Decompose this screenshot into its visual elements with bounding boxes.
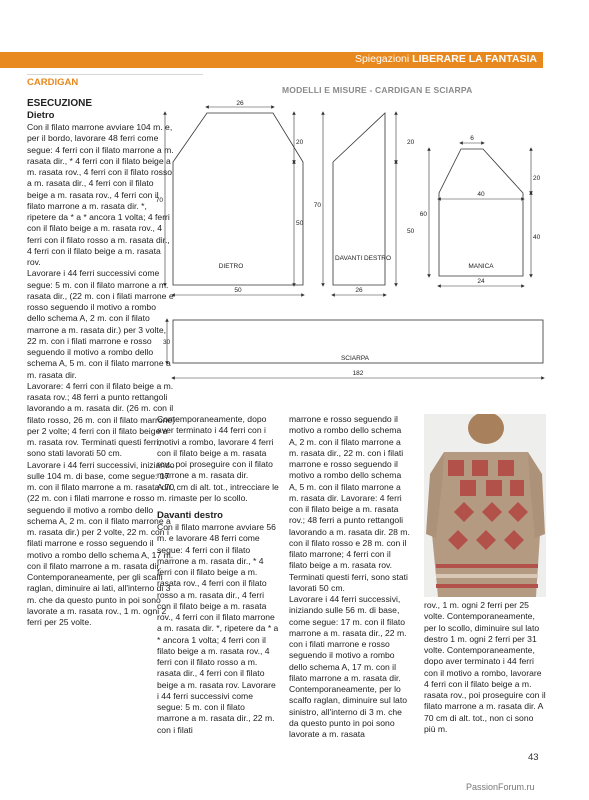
scarf-label: SCIARPA [340,355,370,362]
front-label [335,255,391,262]
back-side-label: 50 [296,220,304,227]
text-column-1 [27,98,176,628]
paragraph: Lavorare i 44 ferri successivi come segue: 5 m. con il filato marrone a m. rasata dir., (22 m. con i filati marrone e rosso seguendo il motivo a rombo dello schema A, 2 m. con il filato marrone a m. rasata dir.) per 3 volte, 22 m. con i filati marrone e rosso seguendo il motivo a rombo dello schema A, 5 m. con il filato marrone a m. rasata dir. [27,268,174,380]
sleeve-total-label: 60 [419,211,427,218]
scarf-length-label: 182 [352,370,364,377]
text-column-2 [157,414,279,736]
paragraph: Lavorare: 4 ferri con il filato beige a m. rasata rov.; 48 ferri a punto rettangoli lavorando a m. rasata dir. (26 m. con il filato rosso, 26 m. con il filato marrone) per 2 volte; 4 ferri con il filato beige a m. rasata rov. Terminati questi ferri, sono stati lavorati 50 cm. [27,380,176,459]
diagram-title: MODELLI E MISURE - CARDIGAN E SCIARPA [282,85,473,95]
subheading-back: Dietro [27,110,55,121]
paragraph: Lavorare i 44 ferri successivi, iniziando sulle 104 m. di base, come segue: 17 m. con il filato marrone a m. rasata dir., (22 m. con i filati marrone e rosso seguendo il motivo a rombo dello schema A, 2 m. con il filato marrone a m. rasata dir.) per 2 volte, 22 m. con i filati marrone e rosso seguendo il motivo a rombo dello schema A, 17 m. con il filato marrone a m. rasata dir. Contemporaneamente, per gli scalfi raglan, diminuire ai lati, all'interno di 3 m. che da questo punto in poi sono lavorate a m. rasata rov., 1 m. ogni 2 ferri per 25 volte. [27,459,176,627]
back-width-label: 50 [234,287,242,294]
front-raglan-label: 20 [407,139,415,146]
text-column-3 [289,414,410,740]
back-top-label: 26 [236,100,244,107]
text-column-4 [424,600,546,735]
back-total-label: 70 [155,197,163,204]
paragraph: rov., 1 m. ogni 2 ferri per 25 volte. Contemporaneamente, per lo scollo, diminuire sul lato destro 1 m. ogni 2 ferri per 31 volte. Contemporaneamente, dopo aver terminato i 44 ferri con il motivo a rombo, lavorare 4 ferri con il filato beige a m. rasata rov., poi proseguire con il filato marrone a m. rasata dir. A 70 cm di alt. tot., non ci sono più m. [424,600,546,734]
front-total-label: 70 [313,202,321,209]
sleeve-length-label: 40 [533,234,541,241]
front-width-label: 26 [355,287,363,294]
header-bar [0,52,543,68]
back-raglan-label: 20 [296,139,304,146]
sleeve-cuff-label: 24 [477,278,485,285]
pattern-diagram [155,96,546,390]
paragraph: Con il filato marrone avviare 104 m. e, per il bordo, lavorare 48 ferri come segue: 4 ferri con il filato marrone a m. rasata dir., * 4 ferri con il filato beige a m. rasata rov., 4 ferri con il filato rosso a m. rasata dir., 4 ferri con il filato beige a m. rasata rov., 4 ferri con il filato marrone a m. rasata dir. *, ripetere da * a * ancora 1 volta; 4 ferri con il filato beige a m. rasata rov., 4 ferri con il filato rosso a m. rasata dir., 4 ferri con il filato beige a m. rasata rov. [27,122,174,267]
photo-illustration [424,414,546,597]
paragraph: Contemporaneamente, dopo aver terminato i 44 ferri con i motivi a rombo, lavorare 4 ferri con il filato beige a m. rasata rov., poi proseguire con il filato marrone a m. rasata dir. [157,414,274,481]
paragraph: marrone e rosso seguendo il motivo a rombo dello schema A, 2 m. con il filato marrone a m. rasata dir., 22 m. con i filati marrone e rosso seguendo il motivo a rombo dello schema A, 5 m. con il filato marrone a m. rasata dir. Lavorare: 4 ferri con il filato beige a m. rasata rov.; 48 ferri a punto rettangoli lavorando a m. rasata dir. 28 m. con il filato rosso e 28 m. con il filato marrone; 4 ferri con il filato beige a m. rasata rov. Terminati questi ferri, sono stati lavorati 50 cm. [289,414,410,593]
subheading-front: Davanti destro [157,510,223,521]
sleeve-raglan-label: 20 [533,175,541,182]
back-label: DIETRO [218,263,244,270]
scarf-height-label: 30 [163,339,171,346]
header-prefix: Spiegazioni [354,53,410,65]
back-piece [173,113,303,285]
header-side [543,52,589,68]
cardigan-photo [424,414,546,597]
front-label-text: DAVANTI DESTRO [334,255,392,262]
sleeve-label: MANICA [468,263,494,270]
front-side-label: 50 [407,228,415,235]
paragraph: Lavorare i 44 ferri successivi, iniziando sulle 56 m. di base, come segue: 17 m. con il filato marrone a m. rasata dir., 22 m. con i filati marrone e rosso seguendo il motivo a rombo dello schema A, 17 m. con il filato marrone a m. rasata dir. Contemporaneamente, per lo scalfo raglan, diminuire sul lato sinistro, all'interno di 3 m. che da questo punto in poi sono lavorate a m. rasata [289,594,407,739]
page-number: 43 [528,752,539,763]
paragraph: Con il filato marrone avviare 56 m. e lavorare 48 ferri come segue: 4 ferri con il filato marrone a m. rasata dir., * 4 ferri con il filato beige a m. rasata rov., 4 ferri con il filato rosso a m. rasata dir., 4 ferri con il filato beige a m. rasata rov., 4 ferri con il filato marrone a m. rasata dir. *, ripetere da * a * ancora 1 volta; 4 ferri con il filato beige a m. rasata rov., 4 ferri con il filato rosso a m. rasata dir., 4 ferri con il filato beige a m. rasata rov. Lavorare i 44 ferri successivi come segue: 5 m. con il filato marrone a m. rasata dir., 22 m. con i filati [157,522,279,735]
sleeve-piece [439,149,523,276]
header-title: LIBERARE LA FANTASIA [412,53,537,65]
sleeve-top-label: 6 [470,135,474,142]
sleeve-upper-label: 40 [477,191,485,198]
header-text [355,53,537,65]
section-title: CARDIGAN [27,77,79,88]
paragraph: A 70 cm di alt. tot., intrecciare le m. rimaste per lo scollo. [157,481,279,503]
watermark: PassionForum.ru [466,782,535,792]
section-heading: ESECUZIONE [27,98,93,109]
